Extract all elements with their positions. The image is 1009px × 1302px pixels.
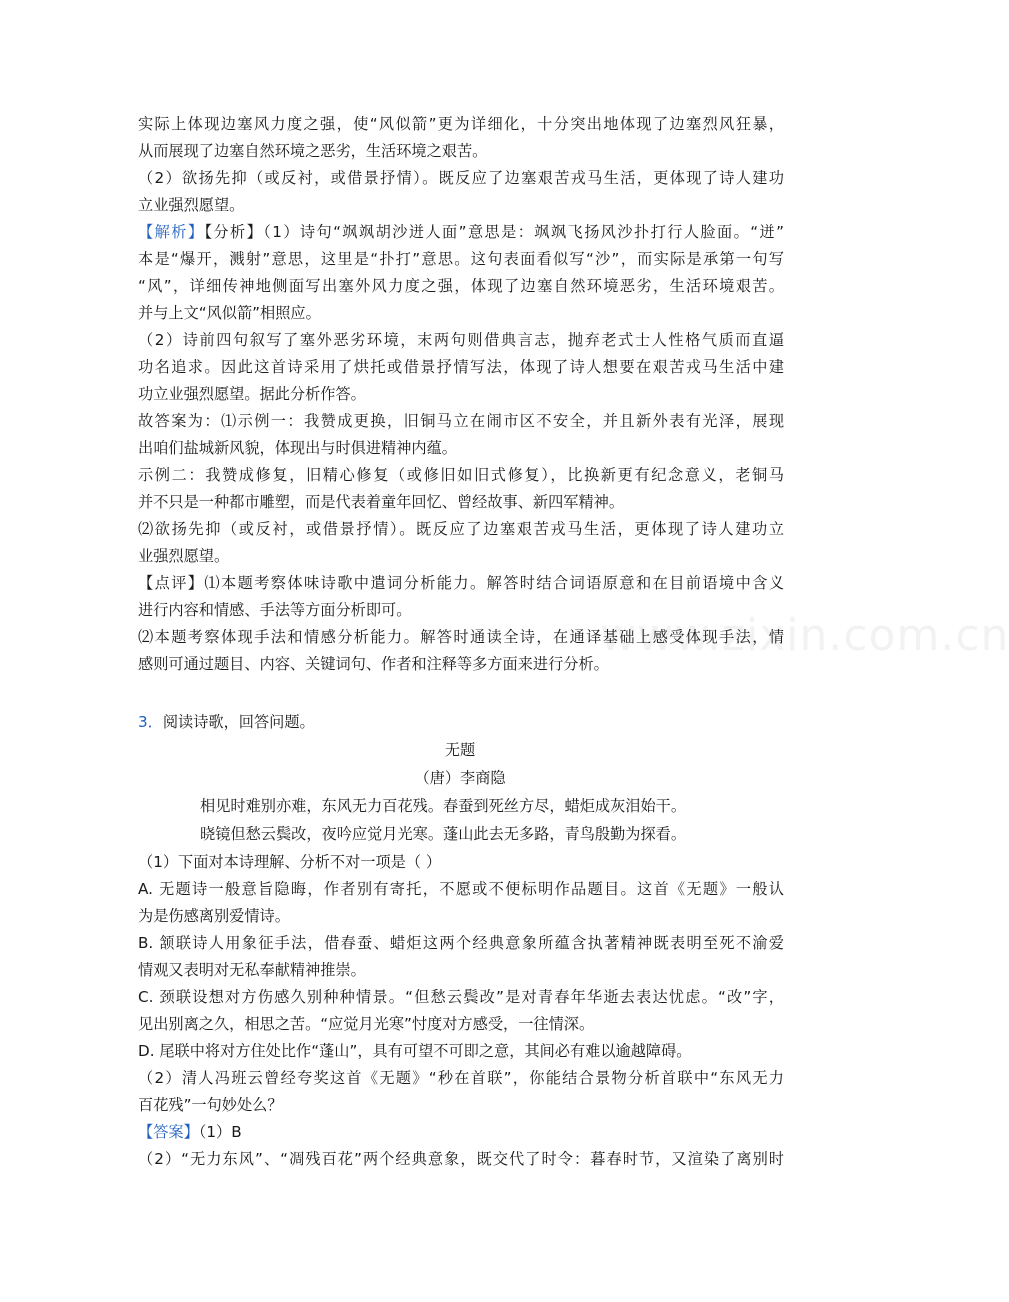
poem-title: 无题 bbox=[444, 741, 476, 759]
text-line: 本是“爆开，溅射”意思，这里是“扑打”意思。这句表面看似写“沙”，而实际是承第一句写 bbox=[138, 250, 784, 268]
watermark: www.zixin.com.cn bbox=[600, 610, 1009, 661]
text-line: “风”，详细传神地侧面写出塞外风力度之强，体现了边塞自然环境恶劣，生活环境艰苦。 bbox=[138, 277, 784, 295]
option-a-cont: 为是伤感离别爱情诗。 bbox=[138, 907, 290, 925]
text-line: （2）欲扬先抑（或反衬，或借景抒情）。既反应了边塞艰苦戎马生活，更体现了诗人建功 bbox=[138, 169, 784, 187]
sub-question-2: （2）清人冯班云曾经夸奖这首《无题》“秒在首联”，你能结合景物分析首联中“东风无力 bbox=[138, 1069, 784, 1087]
text-line: 【点评】⑴本题考察体味诗歌中遣词分析能力。解答时结合词语原意和在目前语境中含义 bbox=[138, 574, 784, 592]
poem-author: （唐）李商隐 bbox=[414, 769, 506, 787]
text-line: ⑵本题考察体现手法和情感分析能力。解答时通读全诗，在通译基础上感受体现手法，情 bbox=[138, 628, 784, 646]
analysis-tag: 【解析】 bbox=[138, 223, 205, 241]
answer-text: （1）B bbox=[198, 1123, 242, 1141]
text-line: 业强烈愿望。 bbox=[138, 547, 230, 565]
text-line: 感则可通过题目、内容、关键词句、作者和注释等多方面来进行分析。 bbox=[138, 655, 609, 673]
option-c: C. 颈联设想对方伤感久别种种情景。“但愁云鬓改”是对青春年华逝去表达忧虑。“改”字， bbox=[138, 988, 784, 1006]
answer-line-2: （2）“无力东风”、“凋残百花”两个经典意象，既交代了时令：暮春时节，又渲染了离别时 bbox=[138, 1150, 784, 1168]
text-line: 进行内容和情感、手法等方面分析即可。 bbox=[138, 601, 412, 619]
option-c-cont: 见出别离之久，相思之苦。“应觉月光寒”忖度对方感受，一往情深。 bbox=[138, 1015, 595, 1033]
text-line: 示例二：我赞成修复，旧精心修复（或修旧如旧式修复），比换新更有纪念意义，老铜马 bbox=[138, 466, 784, 484]
text-line: 从而展现了边塞自然环境之恶劣，生活环境之艰苦。 bbox=[138, 142, 488, 160]
analysis-line bbox=[138, 222, 784, 242]
answer-line bbox=[138, 1122, 784, 1142]
text-line: 并与上文“风似箭”相照应。 bbox=[138, 304, 321, 322]
text-line: 功名追求。因此这首诗采用了烘托或借景抒情写法，体现了诗人想要在艰苦戎马生活中建 bbox=[138, 358, 784, 376]
text-line: 并不只是一种都市雕塑，而是代表着童年回忆、曾经故事、新四军精神。 bbox=[138, 493, 624, 511]
text-line: 实际上体现边塞风力度之强，使“风似箭”更为详细化，十分突出地体现了边塞烈风狂暴， bbox=[138, 115, 784, 133]
question-3-heading bbox=[138, 712, 784, 732]
sub-question-2-cont: 百花残”一句妙处么？ bbox=[138, 1096, 283, 1114]
poem-line: 相见时难别亦难，东风无力百花残。春蚕到死丝方尽，蜡炬成灰泪始干。 bbox=[200, 797, 686, 815]
question-prompt: 阅读诗歌，回答问题。 bbox=[162, 713, 315, 731]
poem-line: 晓镜但愁云鬓改，夜吟应觉月光寒。蓬山此去无多路，青鸟殷勤为探看。 bbox=[200, 825, 686, 843]
option-d: D. 尾联中将对方住处比作“蓬山”，具有可望不可即之意，其间必有难以逾越障碍。 bbox=[138, 1042, 692, 1060]
text-line: 立业强烈愿望。 bbox=[138, 196, 245, 214]
question-number: 3． bbox=[138, 713, 163, 731]
text-line: ⑵欲扬先抑（或反衬，或借景抒情）。既反应了边塞艰苦戎马生活，更体现了诗人建功立 bbox=[138, 520, 784, 538]
text-line: 功立业强烈愿望。据此分析作答。 bbox=[138, 385, 366, 403]
text-line: 故答案为：⑴示例一：我赞成更换，旧铜马立在闹市区不安全，并且新外表有光泽，展现 bbox=[138, 412, 784, 430]
option-b: B. 颔联诗人用象征手法，借春蚕、蜡炬这两个经典意象所蕴含执著精神既表明至死不渝爱 bbox=[138, 934, 784, 952]
text-line: （2）诗前四句叙写了塞外恶劣环境，末两句则借典言志，抛弃老式士人性格气质而直逼 bbox=[138, 331, 784, 349]
option-a: A. 无题诗一般意旨隐晦，作者别有寄托，不愿或不便标明作品题目。这首《无题》一般认 bbox=[138, 880, 784, 898]
analysis-text: 【分析】（1）诗句“飒飒胡沙迸人面”意思是：飒飒飞扬风沙扑打行人脸面。“迸” bbox=[204, 223, 784, 241]
option-b-cont: 情观又表明对无私奉献精神推崇。 bbox=[138, 961, 366, 979]
sub-question-1: （1）下面对本诗理解、分析不对一项是（ ） bbox=[138, 853, 442, 871]
text-line: 出咱们盐城新风貌，体现出与时俱进精神内蕴。 bbox=[138, 439, 457, 457]
answer-tag: 【答案】 bbox=[138, 1123, 199, 1141]
